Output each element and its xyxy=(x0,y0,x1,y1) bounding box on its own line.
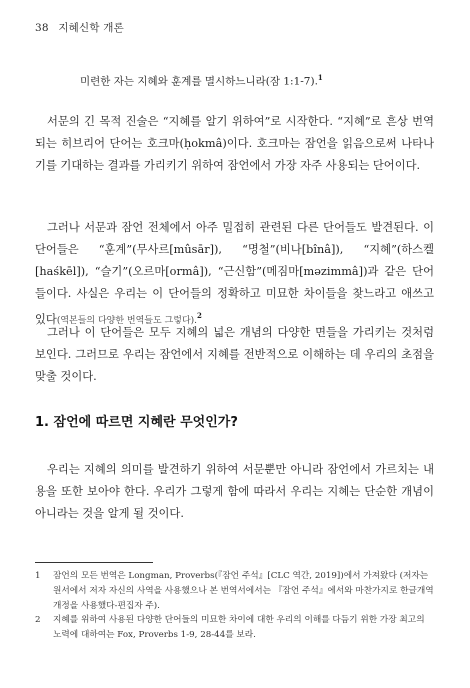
paragraph-2-note: (역본들의 다양한 번역들도 그렇다). xyxy=(56,315,198,326)
paragraph-1-text: 서문의 긴 목적 진술은 “지혜를 알기 위하여”로 시작한다. “지혜”로 흔상 번역되는 히브리어 단어는 호크마(ḥokmâ)이다. 호크마는 잠언을 읽음으로써 나타나기를 기대하는 결과를 가리키기 위하여 잠언에서 가장 자주 사용되는 단어이다. xyxy=(35,115,434,172)
paragraph-1 xyxy=(35,111,434,177)
section-paragraph-text: 우리는 지혜의 의미를 발견하기 위하여 서문뿐만 아니라 잠언에서 가르치는 내용을 또한 보아야 한다. 우리가 그렇게 함에 따라서 우리는 지혜는 단순한 개념이 아니라는 것을 알게 될 것이다. xyxy=(35,463,434,520)
quote-text: 미련한 자는 지혜와 훈계를 멸시하느니라(잠 1:1-7). xyxy=(80,75,318,88)
footnote-2 xyxy=(35,613,435,643)
paragraph-3 xyxy=(35,322,434,388)
page-number: 38 xyxy=(35,22,49,34)
running-head xyxy=(35,20,124,35)
footnote-ref-1[interactable]: 1 xyxy=(317,73,323,82)
footnote-2-number: 2 xyxy=(35,615,41,625)
paragraph-3-text: 그러나 이 단어들은 모두 지혜의 넓은 개념의 다양한 면들을 가리키는 것처럼 보인다. 그러므로 우리는 잠언에서 지혜를 전반적으로 이해하는 데 우리의 초점을 맞출 것이다. xyxy=(35,326,434,383)
scripture-quote xyxy=(80,70,430,90)
footnote-1-text: 잠언의 모든 번역은 Longman, Proverbs(『잠언 주석』[CLC 역간, 2019])에서 가져왔다 (저자는 원서에서 저자 자신의 사역을 사용했으나 본 번역서에서는 『잠언 주석』에서와 마찬가지로 한글개역개정을 사용했다-편집자 주). xyxy=(53,571,434,611)
footnote-1 xyxy=(35,569,435,614)
footnote-ref-2[interactable]: 2 xyxy=(197,311,202,320)
footnote-1-number: 1 xyxy=(35,571,41,581)
paragraph-2-text: 그러나 서문과 잠언 전체에서 아주 밀접히 관련된 다른 단어들도 발견된다. 이 단어들은 “훈계”(무사르[mûsār]), “명철”(비나[bînâ]), “지혜”(하스켈[haśkēl]), “슬기”(오르마[ormâ]), “근신함”(메짐마[məzimmâ])과 같은 단어들이다. 사실은 우리는 이 단어들의 정확하고 미묘한 차이들을 찾느라고 애쓰고 있다 xyxy=(35,221,434,326)
paragraph-2 xyxy=(35,217,434,332)
section-heading: 1. 잠언에 따르면 지혜란 무엇인가? xyxy=(35,415,238,430)
footnote-2-text: 지혜를 위하여 사용된 다양한 단어들의 미묘한 차이에 대한 우리의 이해를 다듬기 위한 가장 최고의 노력에 대하여는 Fox, Proverbs 1-9, 28-44를 보라. xyxy=(53,615,425,640)
section-paragraph xyxy=(35,459,434,525)
book-title: 지혜신학 개론 xyxy=(58,22,124,34)
footnote-divider xyxy=(35,562,153,563)
